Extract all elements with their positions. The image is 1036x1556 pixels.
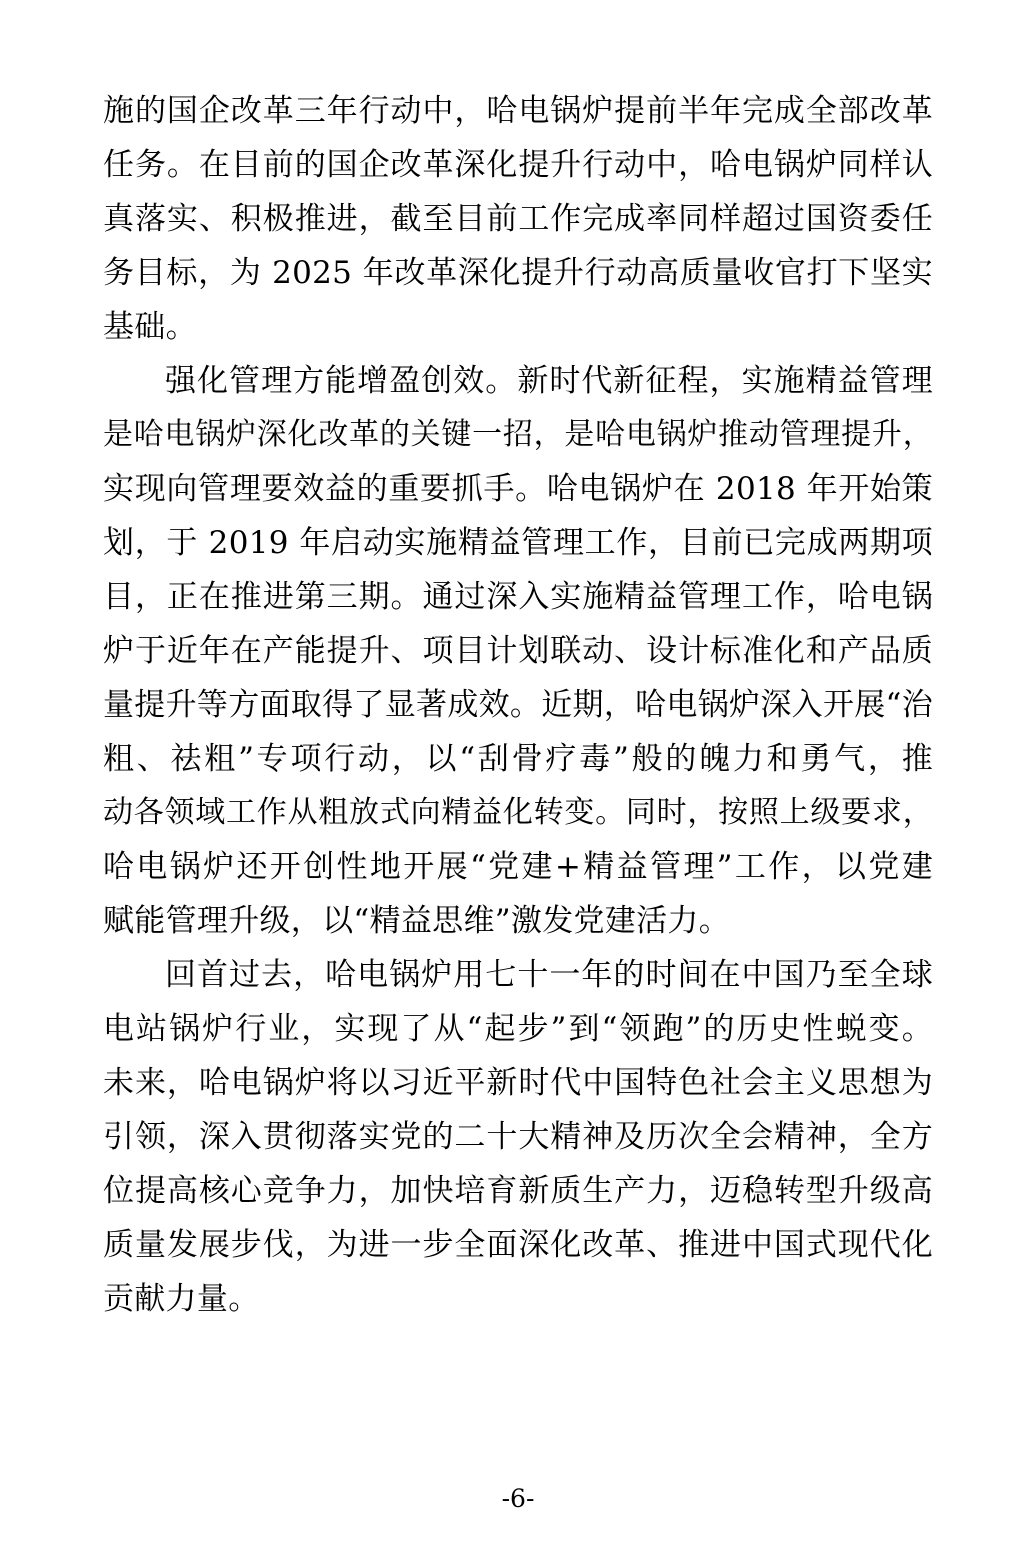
text-line: 强化管理方能增盈创效。新时代新征程，实施精益管理 [165, 363, 933, 399]
text-line: 回首过去，哈电锅炉用七十一年的时间在中国乃至全球 [165, 957, 933, 993]
page-number: -6- [501, 1484, 535, 1513]
text-line: 真落实、积极推进，截至目前工作完成率同样超过国资委任 [103, 201, 933, 237]
text-line: 划，于 2019 年启动实施精益管理工作，目前已完成两期项 [103, 525, 933, 561]
text-line: 哈电锅炉还开创性地开展“党建+精益管理”工作，以党建 [103, 849, 933, 885]
paragraph-lean-management [103, 354, 933, 948]
text-line: 位提高核心竞争力，加快培育新质生产力，迈稳转型升级高 [103, 1173, 933, 1209]
text-line: 电站锅炉行业，实现了从“起步”到“领跑”的历史性蜕变。 [103, 1011, 933, 1047]
text-line: 引领，深入贯彻落实党的二十大精神及历次全会精神，全方 [103, 1119, 933, 1155]
text-line: 赋能管理升级，以“精益思维”激发党建活力。 [103, 903, 730, 939]
text-line: 务目标，为 2025 年改革深化提升行动高质量收官打下坚实 [103, 255, 933, 291]
text-line: 实现向管理要效益的重要抓手。哈电锅炉在 2018 年开始策 [103, 471, 933, 507]
text-line: 未来，哈电锅炉将以习近平新时代中国特色社会主义思想为 [103, 1065, 933, 1101]
body-text [103, 84, 933, 1326]
text-line: 炉于近年在产能提升、项目计划联动、设计标准化和产品质 [103, 633, 933, 669]
text-line: 基础。 [103, 309, 197, 345]
text-line: 目，正在推进第三期。通过深入实施精益管理工作，哈电锅 [103, 579, 933, 615]
paragraph-reform-tasks [103, 84, 933, 354]
text-line: 质量发展步伐，为进一步全面深化改革、推进中国式现代化 [103, 1227, 933, 1263]
text-line: 粗、祛粗”专项行动，以“刮骨疗毒”般的魄力和勇气，推 [103, 741, 933, 777]
text-line: 量提升等方面取得了显著成效。近期，哈电锅炉深入开展“治 [103, 687, 933, 723]
text-line: 贡献力量。 [103, 1281, 260, 1317]
text-line: 是哈电锅炉深化改革的关键一招，是哈电锅炉推动管理提升， [103, 417, 933, 452]
text-line: 施的国企改革三年行动中，哈电锅炉提前半年完成全部改革 [103, 93, 933, 129]
paragraph-looking-back [103, 948, 933, 1326]
text-line: 动各领域工作从粗放式向精益化转变。同时，按照上级要求， [103, 795, 933, 830]
text-line: 任务。在目前的国企改革深化提升行动中，哈电锅炉同样认 [103, 147, 933, 183]
